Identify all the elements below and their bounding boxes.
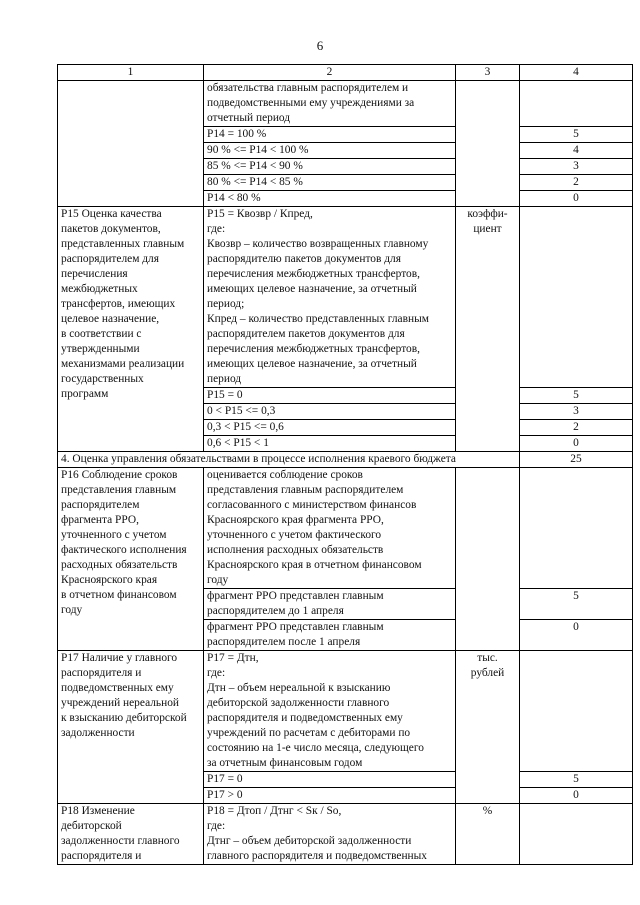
text-line: представления главным распорядителем	[207, 484, 404, 496]
text-line: P15 Оценка качества	[61, 208, 162, 220]
r16-option-2	[204, 620, 456, 651]
text-line: учреждений нереальной	[61, 697, 179, 709]
score: 0	[520, 788, 633, 804]
text-line: подведомственных ему	[61, 682, 174, 694]
condition: P15 = 0	[204, 388, 456, 404]
text-line: фрагмента РРО,	[61, 514, 139, 526]
score: 3	[520, 159, 633, 175]
text-line: циент	[473, 223, 502, 235]
text-line: уточненного с учетом	[61, 529, 167, 541]
text-line: фактического исполнения	[61, 544, 187, 556]
text-line: где:	[207, 820, 226, 832]
section-4-score: 25	[520, 452, 633, 468]
text-line: P17 Наличие у главного	[61, 652, 178, 664]
text-line: механизмами реализации	[61, 358, 185, 370]
condition: P17 > 0	[204, 788, 456, 804]
text-line: распорядителем до 1 апреля	[207, 605, 344, 617]
score: 0	[520, 191, 633, 207]
text-line: задолженности	[61, 727, 135, 739]
score: 0	[520, 620, 633, 651]
text-line: распорядителем	[61, 499, 140, 511]
table-row	[58, 651, 633, 772]
text-line: распорядителя и подведомственных ему	[207, 712, 403, 724]
text-line: P17 = Дтн,	[207, 652, 259, 664]
r18-score-empty	[520, 804, 633, 865]
r15-indicator-name	[58, 207, 204, 452]
text-line: распорядителем после 1 апреля	[207, 636, 361, 648]
text-line: согласованного с министерством финансов	[207, 499, 417, 511]
r14-score-empty	[520, 81, 633, 127]
condition: 85 % <= P14 < 90 %	[204, 159, 456, 175]
text-line: государственных	[61, 373, 144, 385]
text-line: Красноярского края	[61, 574, 158, 586]
text-line: Дтн – объем нереальной к взысканию	[207, 682, 391, 694]
score: 4	[520, 143, 633, 159]
text-line: распорядителем пакетов документов для	[207, 328, 405, 340]
score: 2	[520, 175, 633, 191]
page-number: 6	[316, 38, 324, 53]
r16-score-empty	[520, 468, 633, 589]
r16-option-1	[204, 589, 456, 620]
text-line: году	[61, 604, 83, 616]
text-line: межбюджетных	[61, 283, 138, 295]
text-line: отчетный период	[207, 112, 291, 124]
text-line: перечисления межбюджетных трансфертов,	[207, 343, 420, 355]
text-line: Кпред – количество представленных главным	[207, 313, 429, 325]
text-line: период;	[207, 298, 245, 310]
text-line: фрагмент РРО представлен главным	[207, 590, 384, 602]
text-line: состоянию на 1-е число месяца, следующего	[207, 742, 424, 754]
condition: 90 % <= P14 < 100 %	[204, 143, 456, 159]
indicators-table	[57, 64, 633, 865]
condition: 0 < P15 <= 0,3	[204, 404, 456, 420]
r16-unit-cell	[456, 468, 520, 651]
text-line: коэффи-	[467, 208, 508, 220]
condition: 0,3 < P15 <= 0,6	[204, 420, 456, 436]
header-col-3: 3	[456, 65, 520, 81]
r18-formula	[204, 804, 456, 865]
r17-score-empty	[520, 651, 633, 772]
r17-indicator-name	[58, 651, 204, 804]
header-col-1: 1	[58, 65, 204, 81]
text-line: уточненного с учетом фактического	[207, 529, 382, 541]
text-line: целевое назначение,	[61, 313, 160, 325]
text-line: дебиторской задолженности главного	[207, 697, 390, 709]
score: 3	[520, 404, 633, 420]
condition: P14 = 100 %	[204, 127, 456, 143]
table-row	[58, 207, 633, 388]
score: 0	[520, 436, 633, 452]
text-line: за отчетным финансовым годом	[207, 757, 363, 769]
r15-score-empty	[520, 207, 633, 388]
condition: 0,6 < P15 < 1	[204, 436, 456, 452]
text-line: обязательства главным распорядителем и	[207, 82, 409, 94]
text-line: году	[207, 574, 229, 586]
table-row	[58, 804, 633, 865]
text-line: подведомственными ему учреждениями за	[207, 97, 415, 109]
text-line: программ	[61, 388, 109, 400]
text-line: учреждений по расчетам с дебиторами по	[207, 727, 411, 739]
text-line: утвержденными	[61, 343, 140, 355]
text-line: в соответствии с	[61, 328, 142, 340]
text-line: оценивается соблюдение сроков	[207, 469, 363, 481]
r17-unit	[456, 651, 520, 804]
text-line: перечисления межбюджетных трансфертов,	[207, 268, 420, 280]
condition: P14 < 80 %	[204, 191, 456, 207]
text-line: расходных обязательств	[61, 559, 178, 571]
text-line: распорядителем для	[61, 253, 159, 265]
score: 5	[520, 127, 633, 143]
r16-indicator-name	[58, 468, 204, 651]
text-line: где:	[207, 667, 226, 679]
text-line: дебиторской	[61, 820, 122, 832]
text-line: Красноярского края в отчетном финансовом	[207, 559, 422, 571]
text-line: тыс.	[477, 652, 498, 664]
text-line: имеющих целевое назначение, за отчетный	[207, 283, 417, 295]
score: 5	[520, 772, 633, 788]
score: 5	[520, 388, 633, 404]
r14-unit-cell	[456, 81, 520, 207]
r15-unit	[456, 207, 520, 452]
text-line: пакетов документов,	[61, 223, 161, 235]
text-line: имеющих целевое назначение, за отчетный	[207, 358, 417, 370]
section-row	[58, 452, 633, 468]
text-line: P15 = Квозвр / Кпред,	[207, 208, 313, 220]
section-4-title: 4. Оценка управления обязательствами в процессе исполнения краевого бюджета	[58, 452, 520, 468]
text-line: Красноярского края фрагмента РРО,	[207, 514, 384, 526]
r15-formula	[204, 207, 456, 388]
r16-description	[204, 468, 456, 589]
table-row	[58, 468, 633, 589]
header-col-4: 4	[520, 65, 633, 81]
header-row	[58, 65, 633, 81]
text-line: трансфертов, имеющих	[61, 298, 176, 310]
header-col-2: 2	[204, 65, 456, 81]
text-line: перечисления	[61, 268, 128, 280]
text-line: Дтнг – объем дебиторской задолженности	[207, 835, 412, 847]
text-line: задолженности главного	[61, 835, 180, 847]
text-line: P16 Соблюдение сроков	[61, 469, 178, 481]
text-line: представленных главным	[61, 238, 185, 250]
text-line: распорядителя и	[61, 667, 142, 679]
score: 2	[520, 420, 633, 436]
text-line: период	[207, 373, 242, 385]
condition: 80 % <= P14 < 85 %	[204, 175, 456, 191]
text-line: где:	[207, 223, 226, 235]
text-line: главного распорядителя и подведомственных	[207, 850, 428, 862]
text-line: распорядителю пакетов документов для	[207, 253, 401, 265]
text-line: P18 Изменение	[61, 805, 135, 817]
text-line: в отчетном финансовом	[61, 589, 177, 601]
score: 5	[520, 589, 633, 620]
r18-unit: %	[456, 804, 520, 865]
text-line: к взысканию дебиторской	[61, 712, 187, 724]
text-line: представления главным	[61, 484, 177, 496]
condition: P17 = 0	[204, 772, 456, 788]
text-line: P18 = Дтоп / Дтнг < Sк / So,	[207, 805, 342, 817]
r18-indicator-name	[58, 804, 204, 865]
r17-formula	[204, 651, 456, 772]
table-row	[58, 81, 633, 127]
text-line: исполнения расходных обязательств	[207, 544, 384, 556]
r14-continuation	[204, 81, 456, 127]
text-line: распорядителя и	[61, 850, 142, 862]
r14-name-cell	[58, 81, 204, 207]
text-line: фрагмент РРО представлен главным	[207, 621, 384, 633]
text-line: Квозвр – количество возвращенных главному	[207, 238, 429, 250]
text-line: рублей	[470, 667, 505, 679]
